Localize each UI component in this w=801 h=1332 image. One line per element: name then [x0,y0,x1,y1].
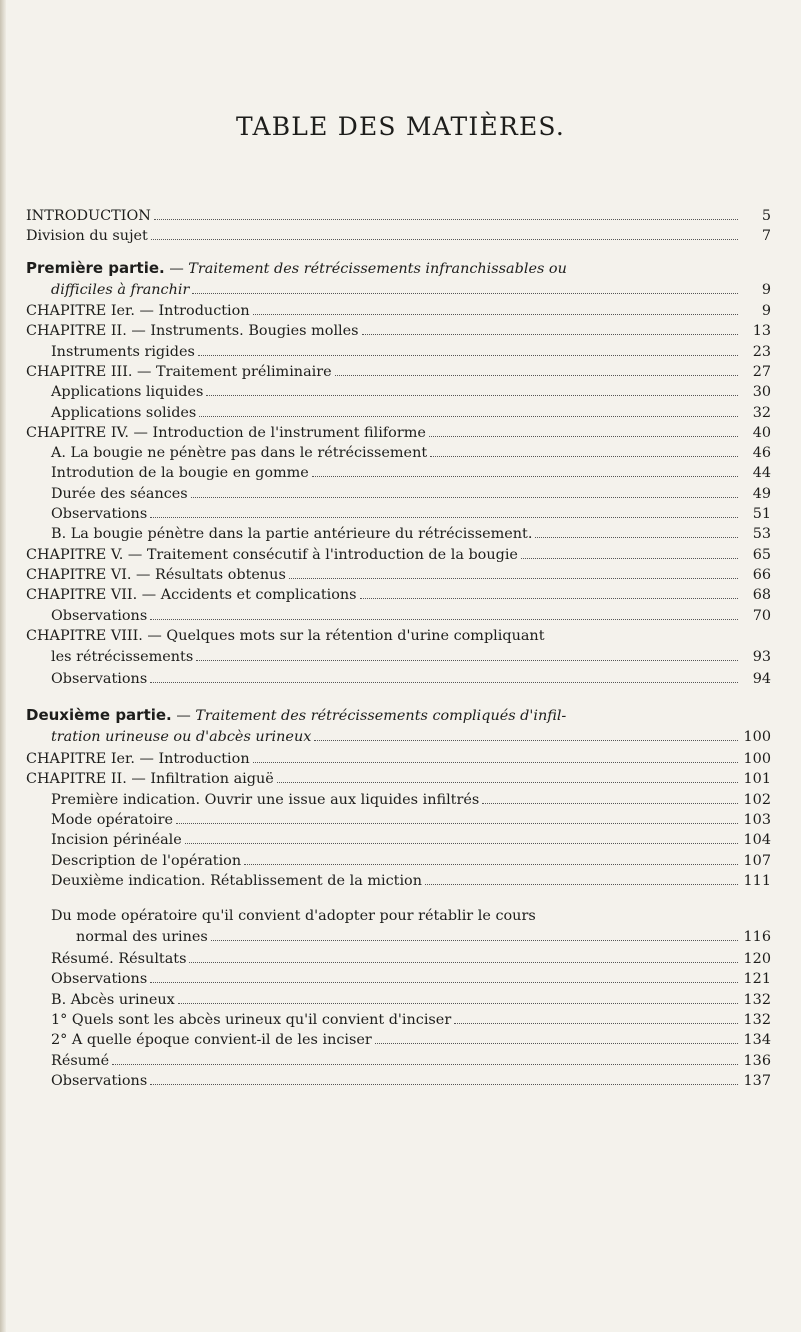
toc-entry-page: 100 [743,751,771,767]
leader-dots [375,1031,738,1044]
toc-entry-page: 66 [752,566,771,583]
toc-entry-page: 104 [743,832,771,849]
toc-entry [51,950,771,969]
leader-dots [189,950,738,963]
part-dash: — [171,708,196,724]
toc-entry-page: 7 [761,228,771,244]
leader-dots [151,227,738,240]
part-dash: — [164,261,189,277]
leader-dots [362,322,738,335]
toc-entry-label: Du mode opératoire qu'il convient d'adopter pour rétablir le cours [51,908,536,924]
toc-entry-label: les rétrécissements [51,649,194,665]
toc-entry-label: Applications solides [51,404,197,421]
toc-entry [51,811,771,830]
toc-entry-label: CHAPITRE VIII. — Quelques mots sur la rétention d'urine compliquant [26,628,545,644]
leader-dots [314,728,738,741]
toc-entry-page: 132 [743,991,771,1008]
toc-entry-label: CHAPITRE Ier. — Introduction [26,751,250,767]
leader-dots [211,928,738,941]
leader-dots [176,811,738,824]
toc-entry-label: 2° A quelle époque convient-il de les inciser [51,1032,372,1049]
leader-dots [425,872,738,885]
toc-entry [51,343,771,362]
toc-entry-label: normal des urines [76,929,208,945]
toc-entry [51,444,771,463]
toc-entry [26,302,771,321]
toc-entry [51,970,771,989]
toc-entry-label: Observations [51,671,148,687]
leader-dots [150,1072,738,1085]
leader-dots [185,831,738,844]
toc-entry-page: 51 [752,506,771,522]
toc-entry-page: 40 [752,424,771,441]
part-subtitle: Traitement des rétrécissements infranchissables ou [188,261,567,277]
toc-entry-label: Observations [51,506,148,522]
toc-entry-page: 68 [752,587,771,604]
leader-dots [521,546,738,559]
toc-entry-page: 23 [752,343,771,360]
leader-dots [191,485,738,498]
leader-dots [535,525,738,538]
toc-entry-page: 70 [752,607,771,624]
leader-dots [150,670,738,683]
leader-dots [454,1011,738,1024]
toc-entry-page: 13 [752,323,771,340]
toc-entry-page: 93 [752,649,771,665]
toc-entry-label: A. La bougie ne pénètre pas dans le rétrécissement [51,445,428,462]
leader-dots [206,383,738,396]
toc-entry [26,363,771,382]
toc-entry-label: 1° Quels sont les abcès urineux qu'il convient d'inciser [51,1011,452,1028]
toc-entry [26,566,771,585]
leader-dots [312,464,738,477]
toc-entry-label: Incision périnéale [51,832,182,849]
toc-entry-label: Mode opératoire [51,811,173,828]
toc-entry-label: Première indication. Ouvrir une issue aux liquides infiltrés [51,791,480,808]
toc-entry-observations [51,670,771,689]
toc-entry-label: CHAPITRE Ier. — Introduction [26,303,250,319]
toc-entry-label: INTRODUCTION [26,208,151,224]
toc-entry-chapter-8-continuation [51,648,771,667]
toc-entry-page: 101 [743,771,771,788]
toc-entry [26,424,771,443]
toc-entry-mode-operatoire-continuation [76,928,771,947]
toc-entry-page: 9 [761,303,771,319]
toc-entry-label: Résumé [51,1052,110,1069]
leader-dots [360,586,738,599]
toc-entry [51,831,771,850]
part-two-heading-continuation [51,728,771,747]
leader-dots [198,343,738,356]
toc-entry-label: Deuxième indication. Rétablissement de la miction [51,872,422,889]
toc-entry-label: Résumé. Résultats [51,951,187,967]
part-subtitle: difficiles à franchir [51,282,190,298]
toc-entry-label: CHAPITRE IV. — Introduction de l'instrument filiforme [26,424,426,441]
toc-entry-label: Observations [51,971,148,988]
toc-entry-label: Description de l'opération [51,852,242,869]
toc-entry [51,404,771,423]
toc-entry-page: 44 [752,465,771,482]
leader-dots [112,1052,738,1065]
toc-entry-page: 107 [743,852,771,869]
part-one-heading-continuation [51,281,771,300]
toc-entry-mode-operatoire [51,907,536,926]
toc-entry-page: 111 [743,872,771,889]
toc-entry-division [26,227,771,246]
leader-dots [192,281,738,294]
toc-entry-label: Observations [51,1072,148,1089]
leader-dots [253,302,738,315]
leader-dots [277,770,738,783]
leader-dots [178,991,738,1004]
toc-entry [51,505,771,524]
part-title: Deuxième partie. [26,706,172,724]
toc-entry-page: 32 [752,404,771,421]
part-subtitle: Traitement des rétrécissements compliqués d'infil- [195,708,567,724]
toc-entry-label: Durée des séances [51,485,188,502]
leader-dots [482,791,738,804]
leader-dots [289,566,738,579]
toc-entry [51,383,771,402]
toc-entry [51,1052,771,1071]
leader-dots [196,648,738,661]
toc-entry [26,322,771,341]
toc-entry-label: B. Abcès urineux [51,991,175,1008]
part-two-heading [26,706,566,726]
toc-entry-label: B. La bougie pénètre dans la partie antérieure du rétrécissement. [51,526,533,543]
toc-entry-label: Instruments rigides [51,343,195,360]
leader-dots [429,424,738,437]
toc-entry-page: 27 [752,363,771,380]
toc-entry [51,464,771,483]
toc-entry-label: CHAPITRE III. — Traitement préliminaire [26,363,332,380]
toc-entry-label: CHAPITRE II. — Infiltration aiguë [26,771,274,788]
toc-entry [51,852,771,871]
toc-entry-page: 121 [743,971,771,988]
toc-entry-page: 53 [752,526,771,543]
leader-dots [150,970,738,983]
toc-entry-page: 30 [752,384,771,401]
leader-dots [253,750,738,763]
toc-entry-page: 132 [743,1011,771,1028]
toc-entry-page: 116 [743,929,771,945]
toc-entry-page: 120 [743,951,771,967]
toc-entry-label: CHAPITRE VII. — Accidents et complications [26,587,357,604]
toc-entry-page: 49 [752,485,771,502]
part-title: Première partie. [26,259,165,277]
part-subtitle: tration urineuse ou d'abcès urineux [51,729,312,745]
toc-entry-label: Observations [51,607,148,624]
toc-entry [51,525,771,544]
toc-entry-page: 103 [743,811,771,828]
toc-entry-label: CHAPITRE V. — Traitement consécutif à l'introduction de la bougie [26,546,518,563]
toc-entry [51,607,771,626]
toc-entry [51,1011,771,1030]
leader-dots [430,444,738,457]
toc-entry-page: 65 [752,546,771,563]
page-title: TABLE DES MATIÈRES. [235,112,566,141]
toc-entry-page: 46 [752,445,771,462]
toc-entry-label: CHAPITRE II. — Instruments. Bougies molles [26,323,359,340]
toc-entry-page: 100 [743,729,771,745]
toc-entry [26,546,771,565]
toc-entry [51,791,771,810]
toc-entry-page: 5 [761,208,771,224]
toc-entry-page: 94 [752,671,771,687]
leader-dots [244,852,738,865]
page-binding-edge [0,0,6,1332]
leader-dots [150,505,738,518]
toc-entry-page: 102 [743,791,771,808]
toc-entry-label: CHAPITRE VI. — Résultats obtenus [26,566,286,583]
toc-entry-page: 137 [743,1072,771,1089]
leader-dots [199,404,738,417]
toc-entry [26,750,771,769]
toc-entry-label: Division du sujet [26,228,148,244]
toc-entry [51,872,771,891]
toc-entry [51,1031,771,1050]
toc-entry [51,991,771,1010]
leader-dots [150,607,738,620]
toc-entry-page: 136 [743,1052,771,1069]
toc-entry [26,586,771,605]
toc-entry-label: Introdution de la bougie en gomme [51,465,309,482]
toc-entry [51,485,771,504]
toc-entry-label: Applications liquides [51,384,204,401]
leader-dots [154,207,738,220]
toc-entry-introduction [26,207,771,226]
toc-entry [26,770,771,789]
toc-entry-chapter-8 [26,627,544,646]
toc-entry-page: 9 [761,282,771,298]
toc-entry-page: 134 [743,1032,771,1049]
part-one-heading [26,259,567,279]
toc-entry [51,1072,771,1091]
leader-dots [335,363,738,376]
